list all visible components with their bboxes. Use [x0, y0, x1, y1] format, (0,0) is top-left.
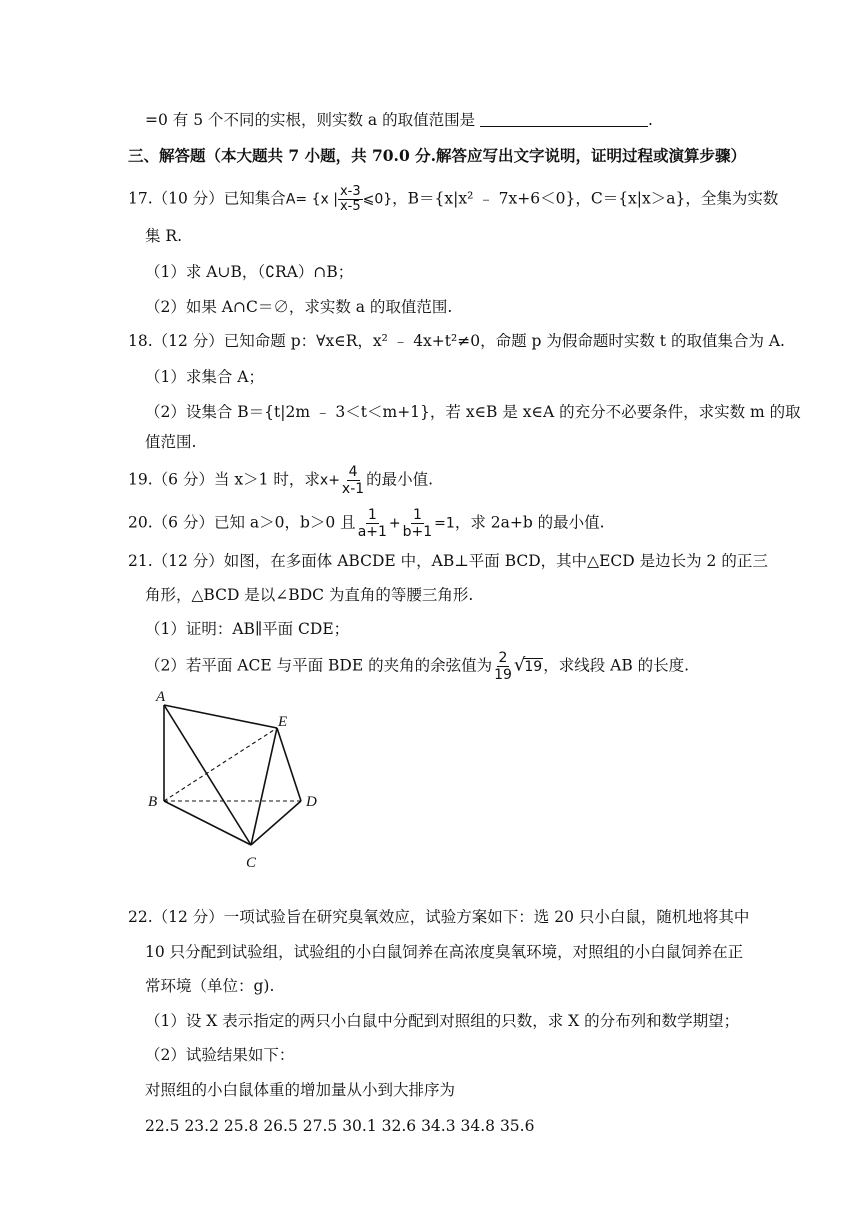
- q21-line1: 21.（12 分）如图，在多面体 ABCDE 中，AB⊥平面 BCD，其中△ECD 是边长为 2 的正三: [128, 552, 768, 570]
- label-A: A: [156, 689, 166, 705]
- q18-part2-cont: 值范围.: [145, 433, 197, 451]
- q20-post: ，求 2a+b 的最小值.: [454, 513, 605, 532]
- q20-formula: $\frac{1}{a+1}$ + $\frac{1}{b+1}$ =1: [357, 507, 455, 540]
- q17-rest: ，B＝{x|x² ﹣ 7x+6＜0}，C＝{x|x＞a}，全集为实数: [392, 189, 779, 208]
- q19-pre: 19.（6 分）当 x＞1 时，求: [128, 470, 320, 489]
- cosine-value-formula: $\frac{2}{19}$ √19: [494, 650, 543, 683]
- q21-part2-post: ，求线段 AB 的长度.: [543, 656, 690, 675]
- q17-part2: （2）如果 A∩C＝∅，求实数 a 的取值范围.: [145, 298, 453, 316]
- q17-number: 17.（10 分）已知集合: [128, 189, 286, 208]
- q19-formula: x+ $\frac{4}{x-1}$: [319, 464, 365, 497]
- set-A-formula: A= {x | $\frac{x-3}{x-5}$ ⩽0}: [285, 184, 393, 214]
- q21-part2: [145, 650, 689, 683]
- q21-part2-pre: （2）若平面 ACE 与平面 BDE 的夹角的余弦值为: [145, 656, 493, 675]
- q22-line1: 22.（12 分）一项试验旨在研究臭氧效应，试验方案如下：选 20 只小白鼠，随机地将其中: [128, 908, 750, 926]
- q17-line2: 集 R.: [145, 227, 183, 245]
- edge-ED: [277, 728, 301, 801]
- q16-text: =0 有 5 个不同的实根，则实数 a 的取值范围是: [145, 111, 476, 129]
- q16-tail: [145, 110, 653, 130]
- label-D: D: [306, 794, 317, 810]
- label-C: C: [246, 855, 257, 871]
- q21-line2: 角形，△BCD 是以∠BDC 为直角的等腰三角形.: [145, 586, 474, 604]
- q17-part1: （1）求 A∪B，（∁RA）∩B；: [145, 263, 354, 281]
- q18-part2: （2）设集合 B＝{t|2m ﹣ 3＜t＜m+1}，若 x∈B 是 x∈A 的充分不必要条件，求实数 m 的取: [145, 403, 801, 421]
- section-heading: 三、解答题（本大题共 7 小题，共 70.0 分.解答应写出文字说明，证明过程或演算步骤）: [128, 146, 747, 165]
- q22-part2: （2）试验结果如下：: [145, 1046, 295, 1064]
- q18-line1: 18.（12 分）已知命题 p：∀x∈R，x² ﹣ 4x+t²≠0，命题 p 为假命题时实数 t 的取值集合为 A.: [128, 332, 785, 350]
- q22-line4: 对照组的小白鼠体重的增加量从小到大排序为: [145, 1081, 456, 1099]
- edge-BE-hidden: [164, 728, 277, 801]
- q19: [128, 464, 433, 497]
- q22-data: 22.5 23.2 25.8 26.5 27.5 30.1 32.6 34.3 34.8 35.6: [145, 1117, 535, 1135]
- answer-blank: [480, 112, 648, 127]
- label-E: E: [278, 714, 288, 730]
- q18-part1: （1）求集合 A；: [145, 368, 264, 386]
- edge-AE: [164, 705, 277, 728]
- label-B: B: [148, 794, 158, 810]
- edge-EC: [251, 728, 277, 845]
- q22-line2: 10 只分配到试验组，试验组的小白鼠饲养在高浓度臭氧环境，对照组的小白鼠饲养在正: [145, 943, 744, 961]
- q17-line1: [128, 185, 778, 214]
- q16-end: .: [648, 111, 653, 129]
- q20: [128, 507, 605, 540]
- q21-part1: （1）证明：AB∥平面 CDE；: [145, 620, 350, 638]
- edge-AC: [164, 705, 251, 845]
- q22-part1: （1）设 X 表示指定的两只小白鼠中分配到对照组的只数，求 X 的分布列和数学期望；: [145, 1012, 740, 1030]
- q19-post: 的最小值.: [366, 470, 434, 489]
- q20-pre: 20.（6 分）已知 a＞0，b＞0 且: [128, 513, 356, 532]
- polyhedron-figure: [140, 685, 340, 875]
- q22-line3: 常环境（单位：g).: [145, 977, 275, 995]
